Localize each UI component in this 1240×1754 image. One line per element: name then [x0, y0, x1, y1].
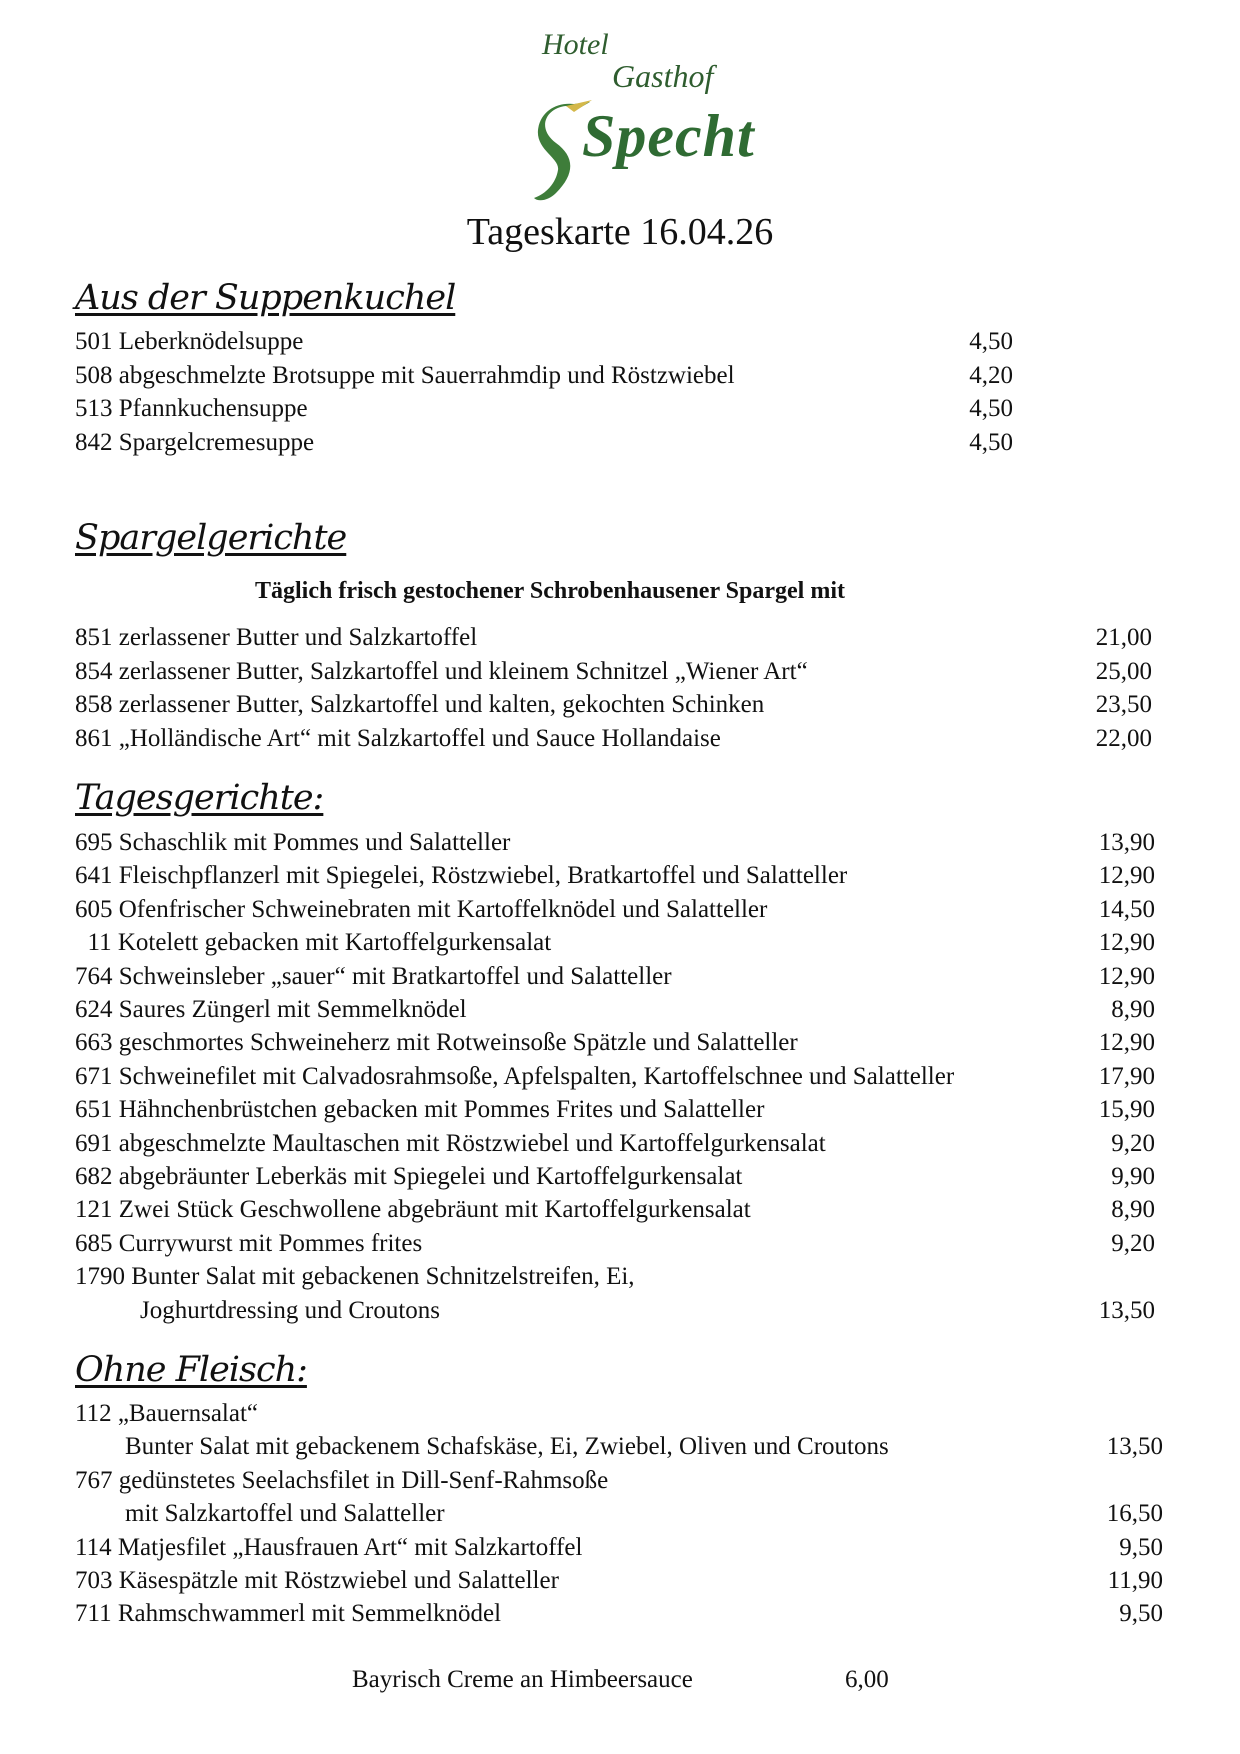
menu-item-text: mit Salzkartoffel und Salatteller [125, 1500, 445, 1528]
menu-item-price: 4,50 [969, 395, 1013, 422]
menu-item-price: 9,90 [1111, 1163, 1155, 1190]
dessert-price: 6,00 [845, 1666, 889, 1693]
menu-item-price: 4,50 [969, 428, 1013, 456]
section-heading-asparagus: Spargelgerichte [75, 518, 347, 558]
menu-item-price: 12,90 [1098, 929, 1155, 957]
menu-item-text: Bunter Salat mit gebackenem Schafskäse, Ei, Zwiebel, Oliven und Croutons [125, 1433, 889, 1461]
section-heading-soups: Aus der Suppenkuchel [75, 278, 456, 318]
page-title: Tageskarte 16.04.26 [466, 211, 774, 253]
section-heading-daily: Tagesgerichte: [75, 778, 324, 818]
menu-item-text: 663 geschmortes Schweineherz mit Rotweinsoße Spätzle und Salatteller [75, 1029, 798, 1057]
menu-item-text: 711 Rahmschwammerl mit Semmelknödel [75, 1600, 502, 1628]
menu-item-text: 851 zerlassener Butter und Salzkartoffel [75, 624, 478, 651]
menu-item-price: 15,90 [1098, 1096, 1155, 1124]
menu-item-text: 605 Ofenfrischer Schweinebraten mit Kartoffelknödel und Salatteller [75, 895, 768, 923]
menu-item-price: 4,50 [969, 328, 1013, 355]
menu-item-text: 508 abgeschmelzte Brotsuppe mit Sauerrahmdip und Röstzwiebel [75, 361, 735, 389]
menu-item-price: 21,00 [1095, 624, 1152, 651]
menu-item-text: 842 Spargelcremesuppe [75, 428, 315, 456]
menu-item-price: 13,50 [1098, 1296, 1155, 1324]
menu-item-text: 513 Pfannkuchensuppe [75, 395, 308, 422]
menu-item-price: 9,20 [1111, 1129, 1155, 1157]
menu-item-text: 112 „Bauernsalat“ [75, 1400, 259, 1427]
menu-item-price [1063, 1397, 1163, 1430]
menu-item-price: 4,20 [969, 361, 1013, 389]
menu-item-text: 685 Currywurst mit Pommes frites [75, 1229, 423, 1257]
menu-item-text: 682 abgebräunter Leberkäs mit Spiegelei und Kartoffelgurkensalat [75, 1163, 743, 1190]
menu-item-text: 641 Fleischpflanzerl mit Spiegelei, Röstzwiebel, Bratkartoffel und Salatteller [75, 862, 848, 890]
menu-item-price: 25,00 [1095, 657, 1152, 685]
menu-item-text: 854 zerlassener Butter, Salzkartoffel und kleinem Schnitzel „Wiener Art“ [75, 657, 808, 685]
menu-item-price [1055, 1260, 1155, 1293]
menu-item-price: 22,00 [1095, 724, 1152, 752]
menu-item-price: 13,50 [1106, 1433, 1163, 1461]
menu-item-text: 861 „Holländische Art“ mit Salzkartoffel und Sauce Hollandaise [75, 724, 721, 752]
logo-text-gasthof: Gasthof [612, 58, 714, 94]
menu-item-price: 9,50 [1119, 1600, 1163, 1628]
menu-item-price: 12,90 [1098, 962, 1155, 990]
menu-item-text: 1790 Bunter Salat mit gebackenen Schnitzelstreifen, Ei, [75, 1263, 635, 1291]
logo [520, 20, 755, 190]
menu-item-price: 23,50 [1095, 691, 1152, 718]
menu-item-text: 858 zerlassener Butter, Salzkartoffel und kalten, gekochten Schinken [75, 691, 765, 718]
menu-item-price [1063, 1464, 1163, 1497]
menu-item-price: 12,90 [1098, 862, 1155, 890]
menu-item-price: 16,50 [1106, 1500, 1163, 1528]
menu-item-text: 703 Käsespätzle mit Röstzwiebel und Salatteller [75, 1567, 559, 1594]
menu-item-price: 12,90 [1098, 1029, 1155, 1057]
menu-item-price: 14,50 [1098, 895, 1155, 923]
dessert-text: Bayrisch Creme an Himbeersauce [352, 1666, 693, 1693]
logo-text-hotel: Hotel [542, 28, 609, 61]
logo-text-specht: Specht [582, 103, 755, 169]
menu-item-price: 8,90 [1111, 1196, 1155, 1224]
menu-item-price: 9,50 [1119, 1533, 1163, 1561]
asparagus-subtitle: Täglich frisch gestochener Schrobenhausener Spargel mit [255, 578, 845, 604]
menu-item-text: Joghurtdressing und Croutons [140, 1296, 440, 1324]
menu-item-text: 651 Hähnchenbrüstchen gebacken mit Pommes Frites und Salatteller [75, 1096, 765, 1124]
menu-item-price: 11,90 [1107, 1567, 1163, 1594]
menu-item-text: 691 abgeschmelzte Maultaschen mit Röstzwiebel und Kartoffelgurkensalat [75, 1129, 826, 1157]
menu-item-price: 13,90 [1098, 829, 1155, 856]
menu-item-text: 767 gedünstetes Seelachsfilet in Dill-Senf-Rahmsoße [75, 1466, 609, 1494]
menu-item-text: 695 Schaschlik mit Pommes und Salatteller [75, 829, 511, 856]
menu-item-price: 9,20 [1111, 1229, 1155, 1257]
menu-item-text: 11 Kotelett gebacken mit Kartoffelgurkensalat [75, 929, 552, 957]
menu-item-text: 624 Saures Züngerl mit Semmelknödel [75, 996, 467, 1023]
menu-item-price: 8,90 [1111, 996, 1155, 1023]
section-heading-vegetarian: Ohne Fleisch: [75, 1350, 307, 1390]
menu-item-text: 501 Leberknödelsuppe [75, 328, 304, 355]
menu-item-text: 114 Matjesfilet „Hausfrauen Art“ mit Salzkartoffel [75, 1533, 583, 1561]
menu-item-text: 764 Schweinsleber „sauer“ mit Bratkartoffel und Salatteller [75, 962, 672, 990]
menu-item-text: 671 Schweinefilet mit Calvadosrahmsoße, Apfelspalten, Kartoffelschnee und Salatteller [75, 1062, 955, 1090]
menu-item-text: 121 Zwei Stück Geschwollene abgebräunt mit Kartoffelgurkensalat [75, 1196, 751, 1224]
menu-item-price: 17,90 [1098, 1062, 1155, 1090]
